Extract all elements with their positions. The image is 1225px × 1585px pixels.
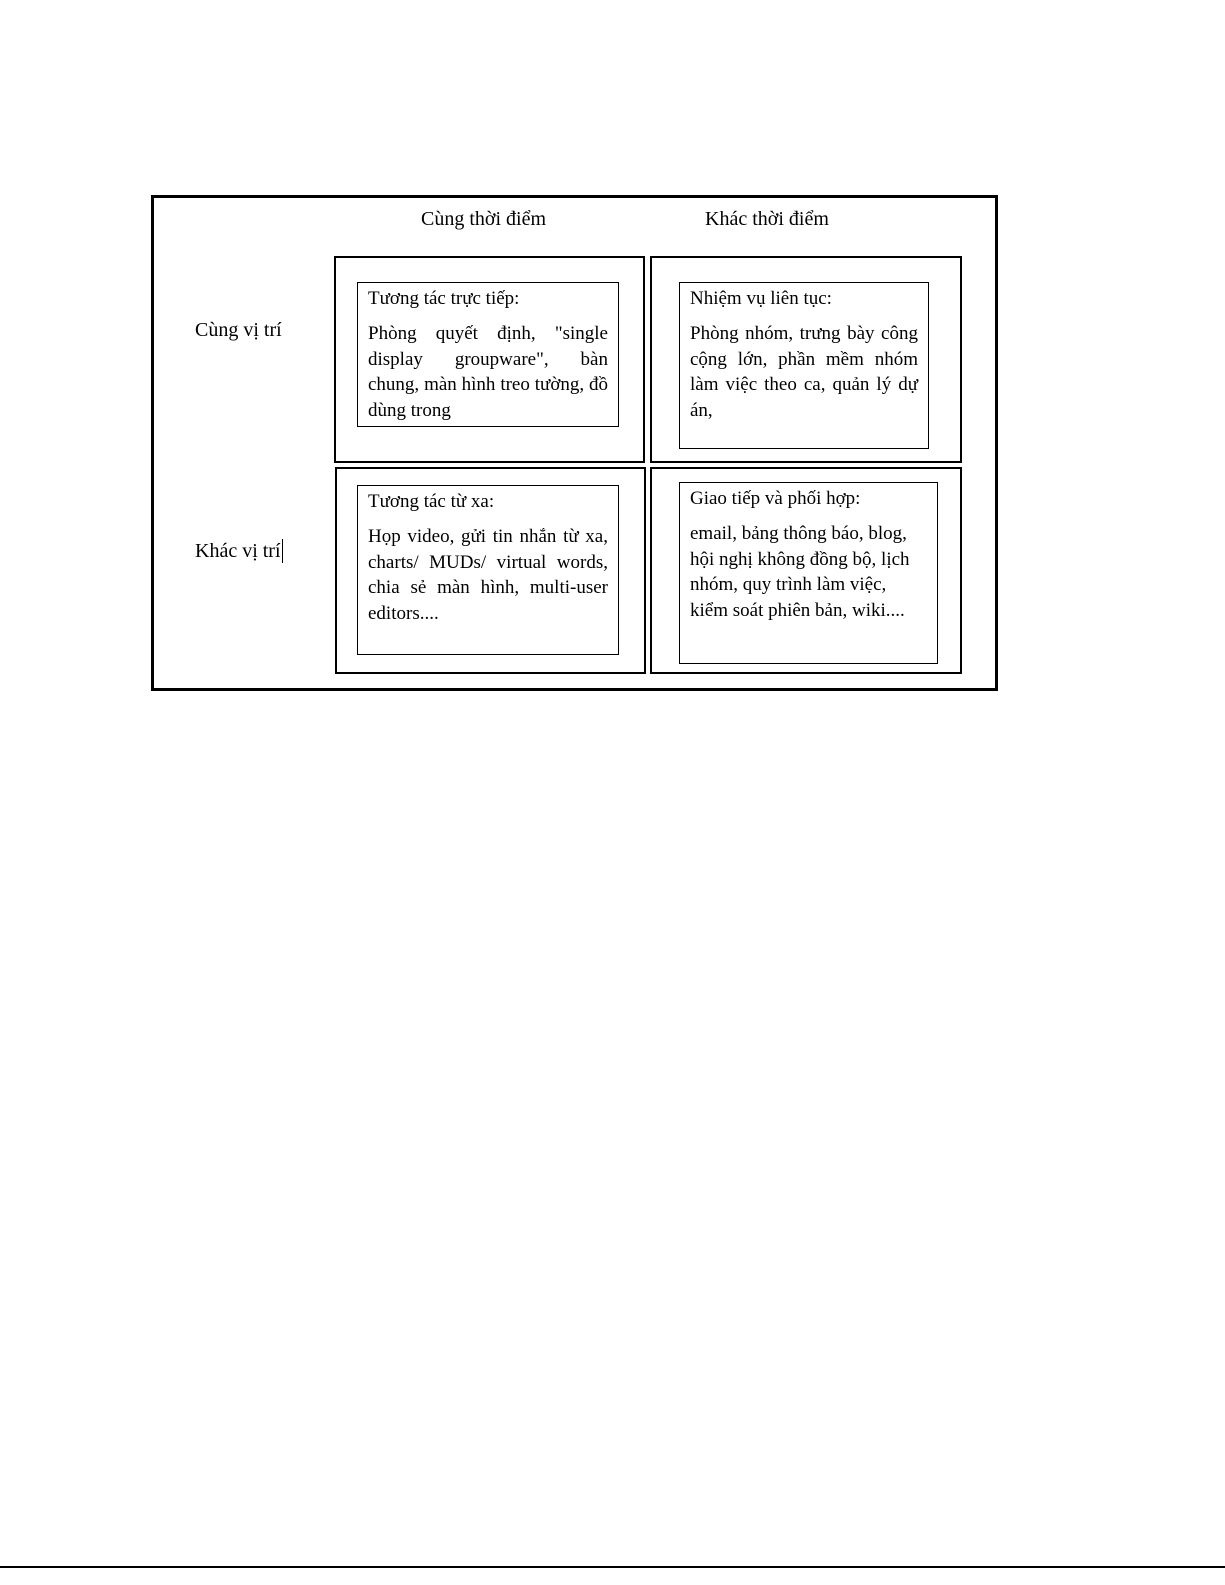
quadrant-title: Giao tiếp và phối hợp: <box>690 488 861 509</box>
row-header-different-place <box>195 539 283 563</box>
page-bottom-rule <box>0 1566 1225 1568</box>
quadrant-face-to-face <box>357 282 619 427</box>
quadrant-body: Phòng nhóm, trưng bày công cộng lớn, phần mềm nhóm làm việc theo ca, quản lý dự án, <box>690 323 918 421</box>
quadrant-title: Tương tác trực tiếp: <box>368 288 520 309</box>
quadrant-communication-coordination <box>679 482 938 664</box>
column-header-different-time: Khác thời điểm <box>705 208 829 230</box>
quadrant-body: Phòng quyết định, "single display groupware", bàn chung, màn hình treo tường, đồ dùng trong <box>368 323 608 421</box>
quadrant-body: Họp video, gửi tin nhắn từ xa, charts/ MUDs/ virtual words, chia sẻ màn hình, multi-user editors.... <box>368 526 608 624</box>
quadrant-title: Tương tác từ xa: <box>368 491 495 512</box>
quadrant-title: Nhiệm vụ liên tục: <box>690 288 832 309</box>
row-header-different-place-label: Khác vị trí <box>195 540 281 562</box>
column-header-same-time: Cùng thời điểm <box>421 208 547 230</box>
row-header-same-place: Cùng vị trí <box>195 319 282 341</box>
quadrant-remote-interaction <box>357 485 619 655</box>
quadrant-body: email, bảng thông báo, blog, hội nghị không đồng bộ, lịch nhóm, quy trình làm việc, kiểm soát phiên bản, wiki.... <box>690 523 910 621</box>
text-cursor <box>282 539 283 563</box>
quadrant-continuous-task <box>679 282 929 449</box>
